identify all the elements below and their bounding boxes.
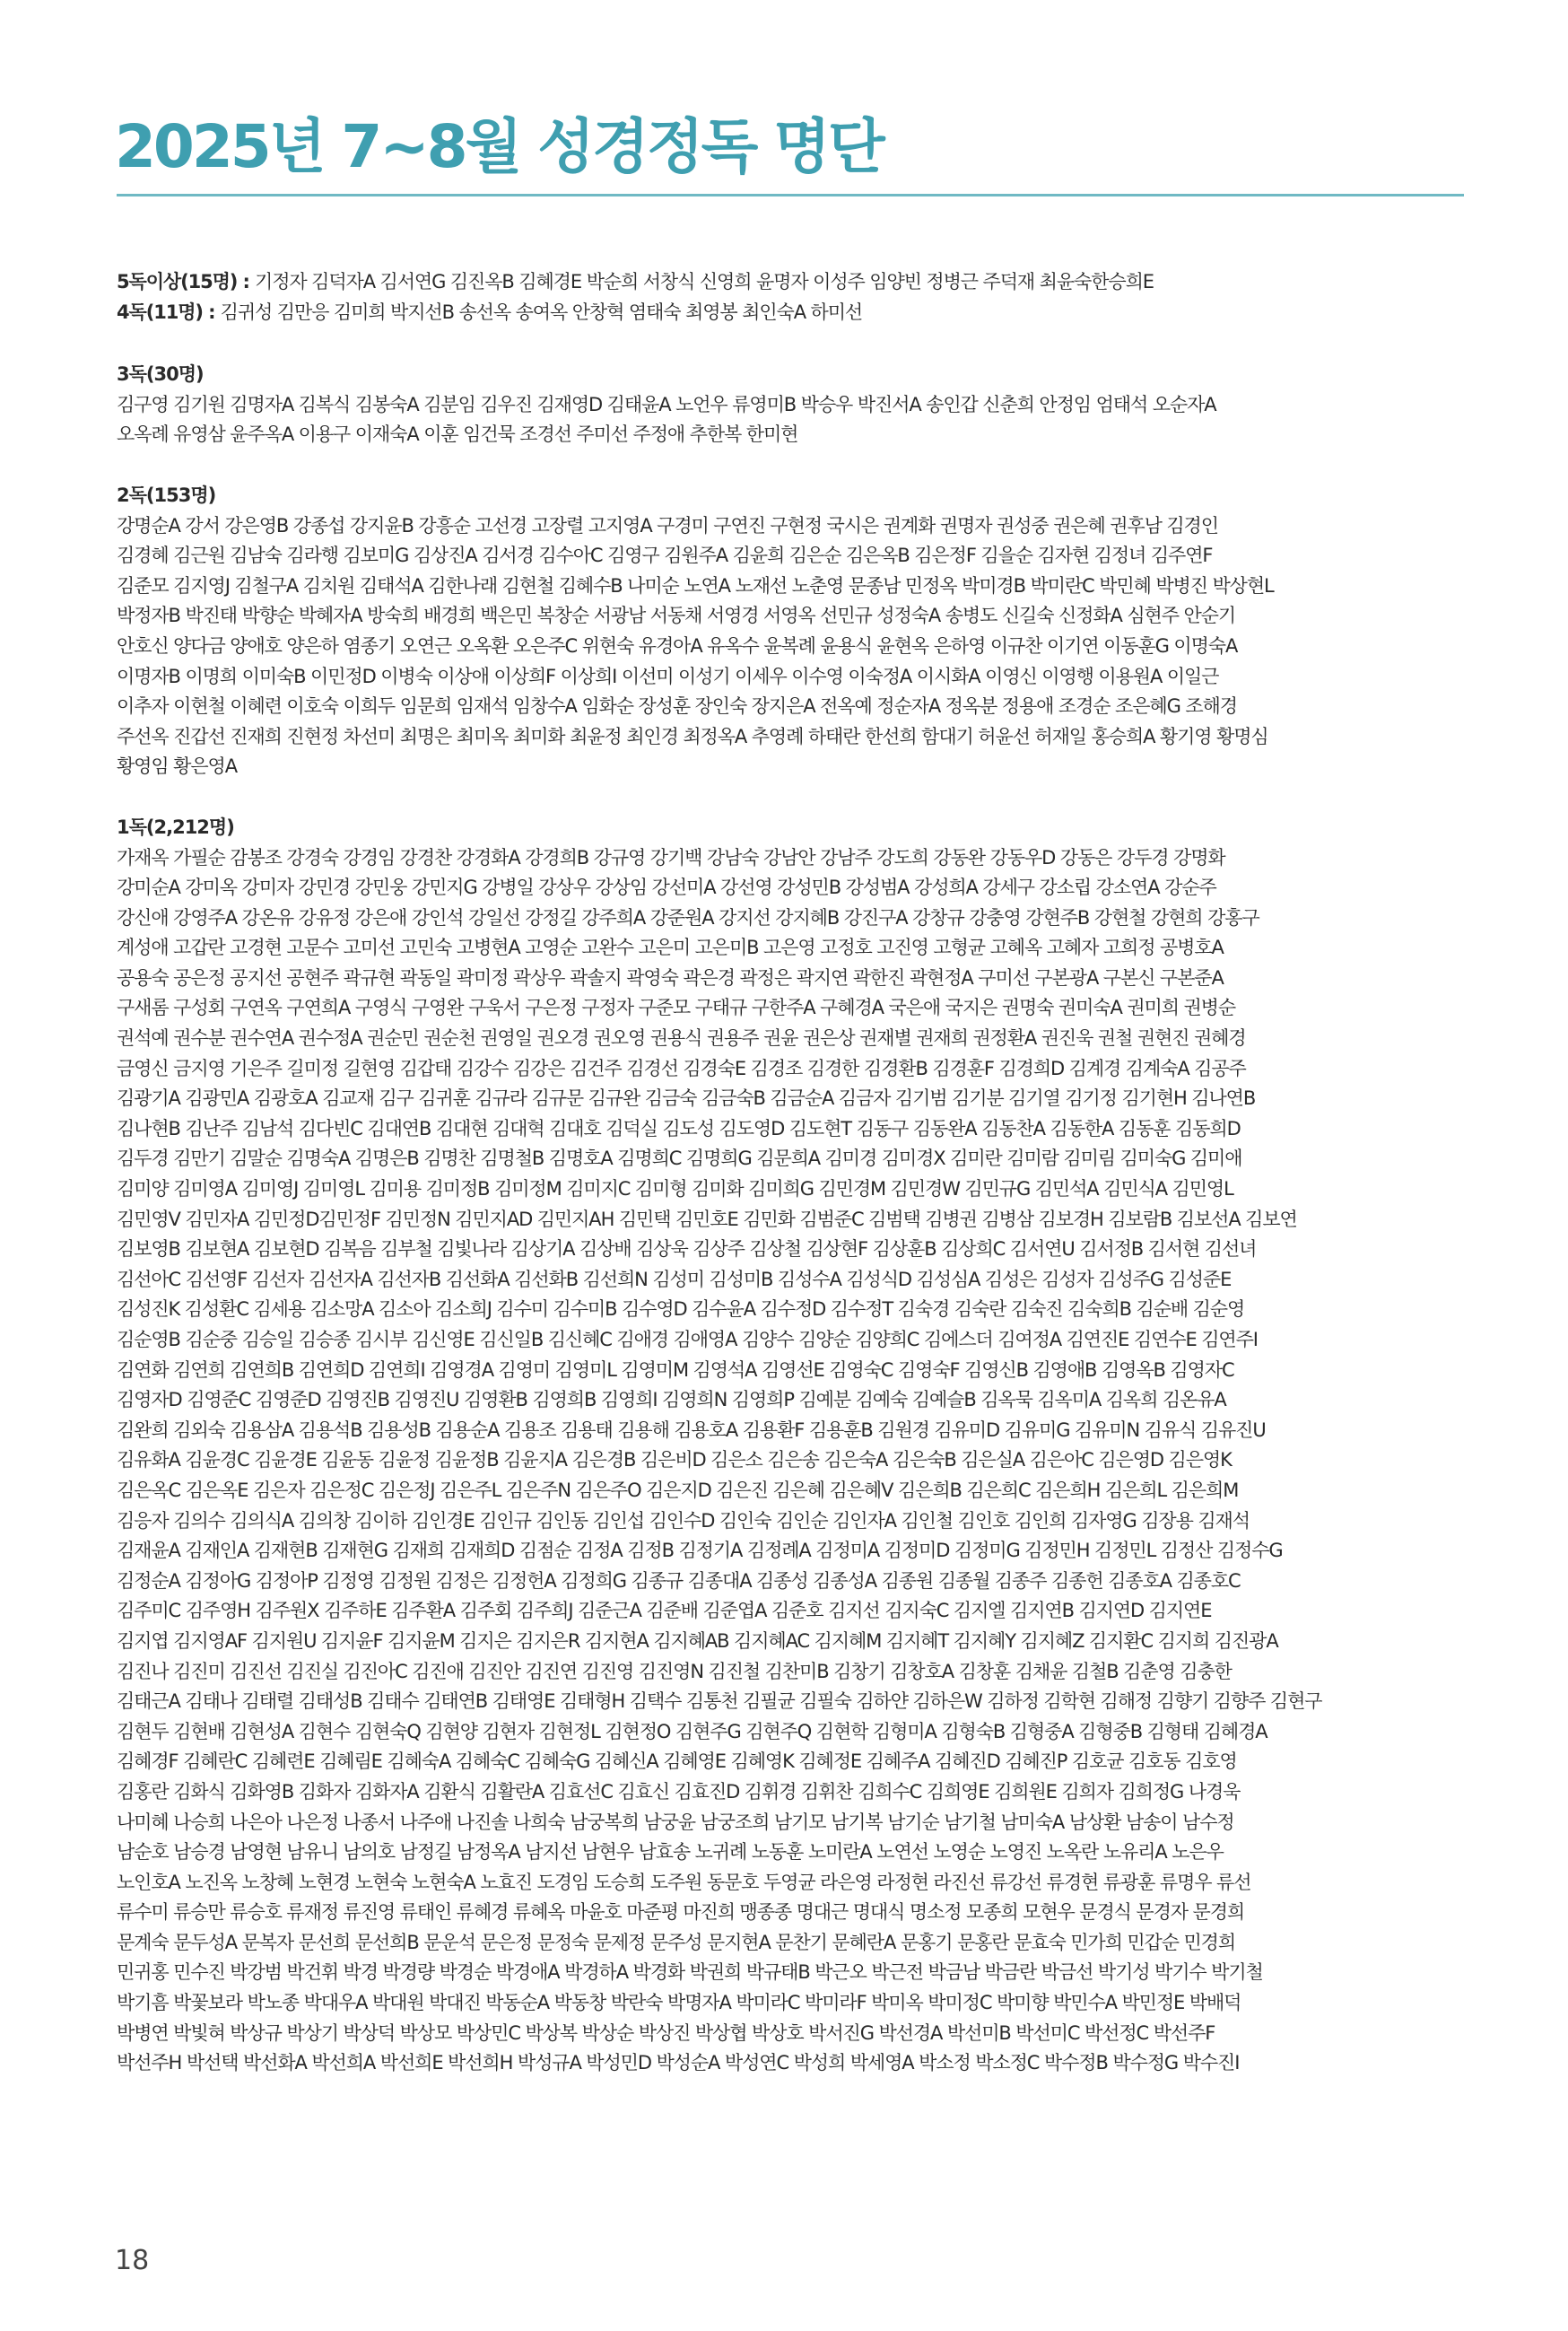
name-line: 김응자 김의수 김의식A 김의창 김이하 김인경E 김인규 김인동 김인섭 김인수D 김인숙 김인순 김인자A 김인철 김인호 김인희 김자영G 김장용 김재석 <box>117 1509 1250 1532</box>
name-lines-1 <box>117 843 1467 2079</box>
name-line: 박병연 박빛혀 박상규 박상기 박상덕 박상모 박상민C 박상복 박상순 박상진 박상협 박상호 박서진G 박선경A 박선미B 박선미C 박선정C 박선주F <box>117 2021 1215 2044</box>
name-lines-3 <box>117 390 1467 450</box>
section-separator: : <box>237 271 256 292</box>
name-lines-2 <box>117 511 1467 782</box>
name-line: 김연화 김연희 김연희B 김연희D 김연희I 김영경A 김영미 김영미L 김영미M 김영석A 김영선E 김영숙C 김영숙F 김영신B 김영애B 김영옥B 김영자C <box>117 1358 1234 1381</box>
name-line: 류수미 류승만 류승호 류재정 류진영 류태인 류혜경 류혜옥 마윤호 마준평 마진희 맹종종 명대근 명대식 명소정 모종희 모현우 문경식 문경자 문경희 <box>117 1901 1245 1924</box>
name-line: 금영신 금지영 기은주 길미정 길현영 김갑태 김강수 김강은 김건주 김경선 김경숙E 김경조 김경한 김경환B 김경훈F 김경희D 김계경 김계숙A 김공주 <box>117 1057 1246 1079</box>
section-5plus <box>117 267 1467 298</box>
name-line: 김미양 김미영A 김미영J 김미영L 김미용 김미정B 김미정M 김미지C 김미형 김미화 김미희G 김민경M 김민경W 김민규G 김민석A 김민식A 김민영L <box>117 1178 1233 1200</box>
name-line: 강명순A 강서 강은영B 강종섭 강지윤B 강흥순 고선경 고장렬 고지영A 구경미 구연진 구현정 국시은 권계화 권명자 권성중 권은혜 권후남 김경인 <box>117 514 1218 537</box>
name-line: 김보영B 김보현A 김보현D 김복음 김부철 김빛나라 김상기A 김상배 김상욱 김상주 김상철 김상현F 김상훈B 김상희C 김서연U 김서정B 김서현 김선녀 <box>117 1238 1257 1261</box>
name-line: 강신애 강영주A 강온유 강유정 강은애 강인석 강일선 강정길 강주희A 강준원A 강지선 강지혜B 강진구A 강창규 강충영 강현주B 강현철 강현희 강홍구 <box>117 906 1259 929</box>
name-line: 김순영B 김순중 김승일 김승종 김시부 김신영E 김신일B 김신혜C 김애경 김애영A 김양수 김양순 김양희C 김에스더 김여정A 김연진E 김연수E 김연주I <box>117 1329 1258 1350</box>
name-line: 구새롬 구성회 구연옥 구연희A 구영식 구영완 구욱서 구은정 구정자 구준모 구태규 구한주A 구혜경A 국은애 국지은 권명숙 권미숙A 권미희 권병순 <box>117 997 1236 1019</box>
name-line: 김주미C 김주영H 김주원X 김주하E 김주환A 김주회 김주희J 김준근A 김준배 김준엽A 김준호 김지선 김지숙C 김지엘 김지연B 김지연D 김지연E <box>117 1600 1212 1622</box>
name-line: 노인호A 노진옥 노창혜 노현경 노현숙 노현숙A 노효진 도경임 도승희 도주원 동문호 두영균 라은영 라정현 라진선 류강선 류경현 류광훈 류명우 류선 <box>117 1871 1251 1893</box>
name-line: 김선아C 김선영F 김선자 김선자A 김선자B 김선화A 김선화B 김선희N 김성미 김성미B 김성수A 김성식D 김성심A 김성은 김성자 김성주G 김성준E <box>117 1268 1232 1290</box>
name-line: 김성진K 김성환C 김세용 김소망A 김소아 김소희J 김수미 김수미B 김수영D 김수윤A 김수정D 김수정T 김숙경 김숙란 김숙진 김숙희B 김순배 김순영 <box>117 1298 1245 1321</box>
name-line: 박선주H 박선택 박선화A 박선희A 박선희E 박선희H 박성규A 박성민D 박성순A 박성연C 박성희 박세영A 박소정 박소정C 박수정B 박수정G 박수진I <box>117 2052 1240 2074</box>
name-line: 민귀홍 민수진 박강범 박건휘 박경 박경량 박경순 박경애A 박경하A 박경화 박권희 박규태B 박근오 박근전 박금남 박금란 박금선 박기성 박기수 박기철 <box>117 1961 1263 1984</box>
name-line: 김완희 김외숙 김용삼A 김용석B 김용성B 김용순A 김용조 김용태 김용해 김용호A 김용환F 김용훈B 김원경 김유미D 김유미G 김유미N 김유식 김유진U <box>117 1419 1266 1441</box>
name-line: 김영자D 김영준C 김영준D 김영진B 김영진U 김영환B 김영희B 김영희I 김영희N 김영희P 김예분 김예숙 김예슬B 김옥묵 김옥미A 김옥희 김온유A <box>117 1389 1226 1411</box>
name-line: 나미혜 나승희 나은아 나은정 나종서 나주애 나진솔 나희숙 남궁복희 남궁윤 남궁조희 남기모 남기복 남기순 남기철 남미숙A 남상환 남송이 남수정 <box>117 1811 1234 1833</box>
name-line: 김은옥C 김은옥E 김은자 김은정C 김은정J 김은주L 김은주N 김은주O 김은지D 김은진 김은혜 김은혜V 김은희B 김은희C 김은희H 김은희L 김은희M <box>117 1479 1239 1501</box>
section-label-2: 2독(153명) <box>117 484 216 506</box>
name-line: 김지엽 김지영AF 김지원U 김지윤F 김지윤M 김지은 김지은R 김지현A 김지혜AB 김지혜AC 김지혜M 김지혜T 김지혜Y 김지혜Z 김지환C 김지희 김진광A <box>117 1629 1278 1652</box>
name-line: 황영임 황은영A <box>117 755 237 778</box>
name-line: 김나현B 김난주 김남석 김다빈C 김대연B 김대현 김대혁 김대호 김덕실 김도성 김도영D 김도현T 김동구 김동완A 김동찬A 김동한A 김동훈 김동희D <box>117 1117 1241 1139</box>
name-line: 김구영 김기원 김명자A 김복식 김봉숙A 김분임 김우진 김재영D 김태윤A 노언우 류영미B 박승우 박진서A 송인갑 신춘희 안정임 엄태석 오순자A <box>117 393 1216 415</box>
name-line: 김현두 김현배 김현성A 김현수 김현숙Q 김현양 김현자 김현정L 김현정O 김현주G 김현주Q 김현학 김형미A 김형숙B 김형중A 김형중B 김형태 김혜경A <box>117 1720 1267 1742</box>
section-4 <box>117 298 1467 328</box>
name-line: 김태근A 김태나 김태렬 김태성B 김태수 김태연B 김태영E 김태형H 김택수 김통천 김필균 김필숙 김하얀 김하은W 김하정 김학현 김해정 김향기 김향주 김현구 <box>117 1690 1322 1713</box>
name-line: 김재윤A 김재인A 김재현B 김재현G 김재희 김재희D 김점순 김정A 김정B 김정기A 김정례A 김정미A 김정미D 김정미G 김정민H 김정민L 김정산 김정수G <box>117 1540 1283 1562</box>
page-number: 18 <box>115 2245 150 2276</box>
name-line: 오옥례 유영삼 윤주옥A 이용구 이재숙A 이훈 임건묵 조경선 주미선 주정애 추한복 한미현 <box>117 423 798 446</box>
name-line: 김광기A 김광민A 김광호A 김교재 김구 김귀훈 김규라 김규문 김규완 김금숙 김금숙B 김금순A 김금자 김기범 김기분 김기열 김기정 김기현H 김나연B <box>117 1087 1256 1110</box>
name-line: 강미순A 강미옥 강미자 강민경 강민웅 강민지G 강병일 강상우 강상임 강선미A 강선영 강성민B 강성범A 강성희A 강세구 강소립 강소연A 강순주 <box>117 877 1216 899</box>
section-1 <box>117 813 1467 2079</box>
section-names-5plus: 기정자 김덕자A 김서연G 김진옥B 김혜경E 박순희 서창식 신영희 윤명자 이성주 임양빈 정병근 주덕재 최윤숙한승희E <box>255 271 1154 292</box>
page-title: 2025년 7~8월 성경정독 명단 <box>115 112 883 181</box>
name-line: 계성애 고갑란 고경현 고문수 고미선 고민숙 고병현A 고영순 고완수 고은미 고은미B 고은영 고정호 고진영 고형균 고혜옥 고혜자 고희정 공병호A <box>117 937 1224 959</box>
section-label-5plus: 5독이상(15명) <box>117 271 238 292</box>
section-names-4: 김귀성 김만응 김미희 박지선B 송선옥 송여옥 안창혁 염태숙 최영봉 최인숙A 하미선 <box>220 301 863 323</box>
name-line: 안호신 양다금 양애호 양은하 염종기 오연근 오옥환 오은주C 위현숙 유경아A 유옥수 윤복례 윤용식 윤현옥 은하영 이규찬 이기연 이동훈G 이명숙A <box>117 634 1238 657</box>
title-divider <box>117 194 1464 196</box>
name-line: 이명자B 이명희 이미숙B 이민정D 이병숙 이상애 이상희F 이상희I 이선미 이성기 이세우 이수영 이숙정A 이시화A 이영신 이영행 이용원A 이일근 <box>117 665 1219 687</box>
name-line: 김진나 김진미 김진선 김진실 김진아C 김진애 김진안 김진연 김진영 김진영N 김진철 김찬미B 김창기 김창호A 김창훈 김채윤 김철B 김춘영 김충한 <box>117 1660 1232 1682</box>
name-line: 가재옥 가필순 감봉조 강경숙 강경임 강경찬 강경화A 강경희B 강규영 강기백 강남숙 강남안 강남주 강도희 강동완 강동우D 강동은 강두경 강명화 <box>117 846 1225 869</box>
name-line: 김혜경F 김혜란C 김혜련E 김혜림E 김혜숙A 김혜숙C 김혜숙G 김혜신A 김혜영E 김혜영K 김혜정E 김혜주A 김혜진D 김혜진P 김호균 김호동 김호영 <box>117 1750 1237 1773</box>
name-line: 남순호 남승경 남영현 남유니 남의호 남정길 남정옥A 남지선 남현우 남효송 노귀례 노동훈 노미란A 노연선 노영순 노영진 노옥란 노유리A 노은우 <box>117 1841 1224 1864</box>
name-line: 권석예 권수분 권수연A 권수정A 권순민 권순천 권영일 권오경 권오영 권용식 권용주 권윤 권은상 권재별 권재희 권정환A 권진욱 권철 권현진 권혜경 <box>117 1027 1246 1050</box>
section-label-4: 4독(11명) <box>117 301 203 323</box>
section-separator: : <box>202 301 221 323</box>
section-label-1: 1독(2,212명) <box>117 816 234 838</box>
name-line: 김준모 김지영J 김철구A 김치원 김태석A 김한나래 김현철 김혜수B 나미순 노연A 노재선 노춘영 문종남 민정옥 박미경B 박미란C 박민혜 박병진 박상현L <box>117 574 1274 597</box>
name-line: 박기흠 박꽃보라 박노종 박대우A 박대원 박대진 박동순A 박동창 박란숙 박명자A 박미라C 박미라F 박미옥 박미정C 박미향 박민수A 박민정E 박배덕 <box>117 1992 1241 2014</box>
name-line: 문계숙 문두성A 문복자 문선희 문선희B 문운석 문은정 문정숙 문제정 문주성 문지현A 문찬기 문혜란A 문홍기 문홍란 문효숙 민가희 민갑순 민경희 <box>117 1931 1236 1953</box>
name-line: 이추자 이현철 이혜련 이호숙 이희두 임문희 임재석 임창수A 임화순 장성훈 장인숙 장지은A 전옥예 정순자A 정옥분 정용애 조경순 조은혜G 조해경 <box>117 695 1237 718</box>
name-line: 김두경 김만기 김말순 김명숙A 김명은B 김명찬 김명철B 김명호A 김명희C 김명희G 김문희A 김미경 김미경X 김미란 김미람 김미림 김미숙G 김미애 <box>117 1148 1242 1170</box>
name-line: 김경혜 김근원 김남숙 김라행 김보미G 김상진A 김서경 김수아C 김영구 김원주A 김윤희 김은순 김은옥B 김은정F 김을순 김자현 김정녀 김주연F <box>117 545 1213 567</box>
roster-content <box>117 267 1467 2079</box>
name-line: 김홍란 김화식 김화영B 김화자 김화자A 김환식 김활란A 김효선C 김효신 김효진D 김휘경 김휘찬 김희수C 김희영E 김희원E 김희자 김희정G 나경욱 <box>117 1780 1241 1803</box>
name-line: 공용숙 공은정 공지선 공현주 곽규현 곽동일 곽미정 곽상우 곽솔지 곽영숙 곽은경 곽정은 곽지연 곽한진 곽현정A 구미선 구본광A 구본신 구본준A <box>117 966 1224 989</box>
name-line: 주선옥 진갑선 진재희 진현정 차선미 최명은 최미옥 최미화 최윤정 최인경 최정옥A 추영례 하태란 한선희 함대기 허윤선 허재일 홍승희A 황기영 황명심 <box>117 725 1268 747</box>
name-line: 박정자B 박진태 박향순 박혜자A 방숙희 배경희 백은민 복창순 서광남 서동채 서영경 서영옥 선민규 성정숙A 송병도 신길숙 신정화A 심현주 안순기 <box>117 605 1236 627</box>
name-line: 김민영V 김민자A 김민정D김민정F 김민정N 김민지AD 김민지AH 김민택 김민호E 김민화 김범준C 김범택 김병권 김병삼 김보경H 김보람B 김보선A 김보연 <box>117 1208 1297 1230</box>
section-3 <box>117 360 1467 450</box>
section-2 <box>117 481 1467 782</box>
name-line: 김유화A 김윤경C 김윤경E 김윤동 김윤정 김윤정B 김윤지A 김은경B 김은비D 김은소 김은송 김은숙A 김은숙B 김은실A 김은아C 김은영D 김은영K <box>117 1449 1232 1471</box>
name-line: 김정순A 김정아G 김정아P 김정영 김정원 김정은 김정헌A 김정희G 김종규 김종대A 김종성 김종성A 김종원 김종월 김종주 김종헌 김종호A 김종호C <box>117 1569 1241 1592</box>
section-label-3: 3독(30명) <box>117 363 204 386</box>
